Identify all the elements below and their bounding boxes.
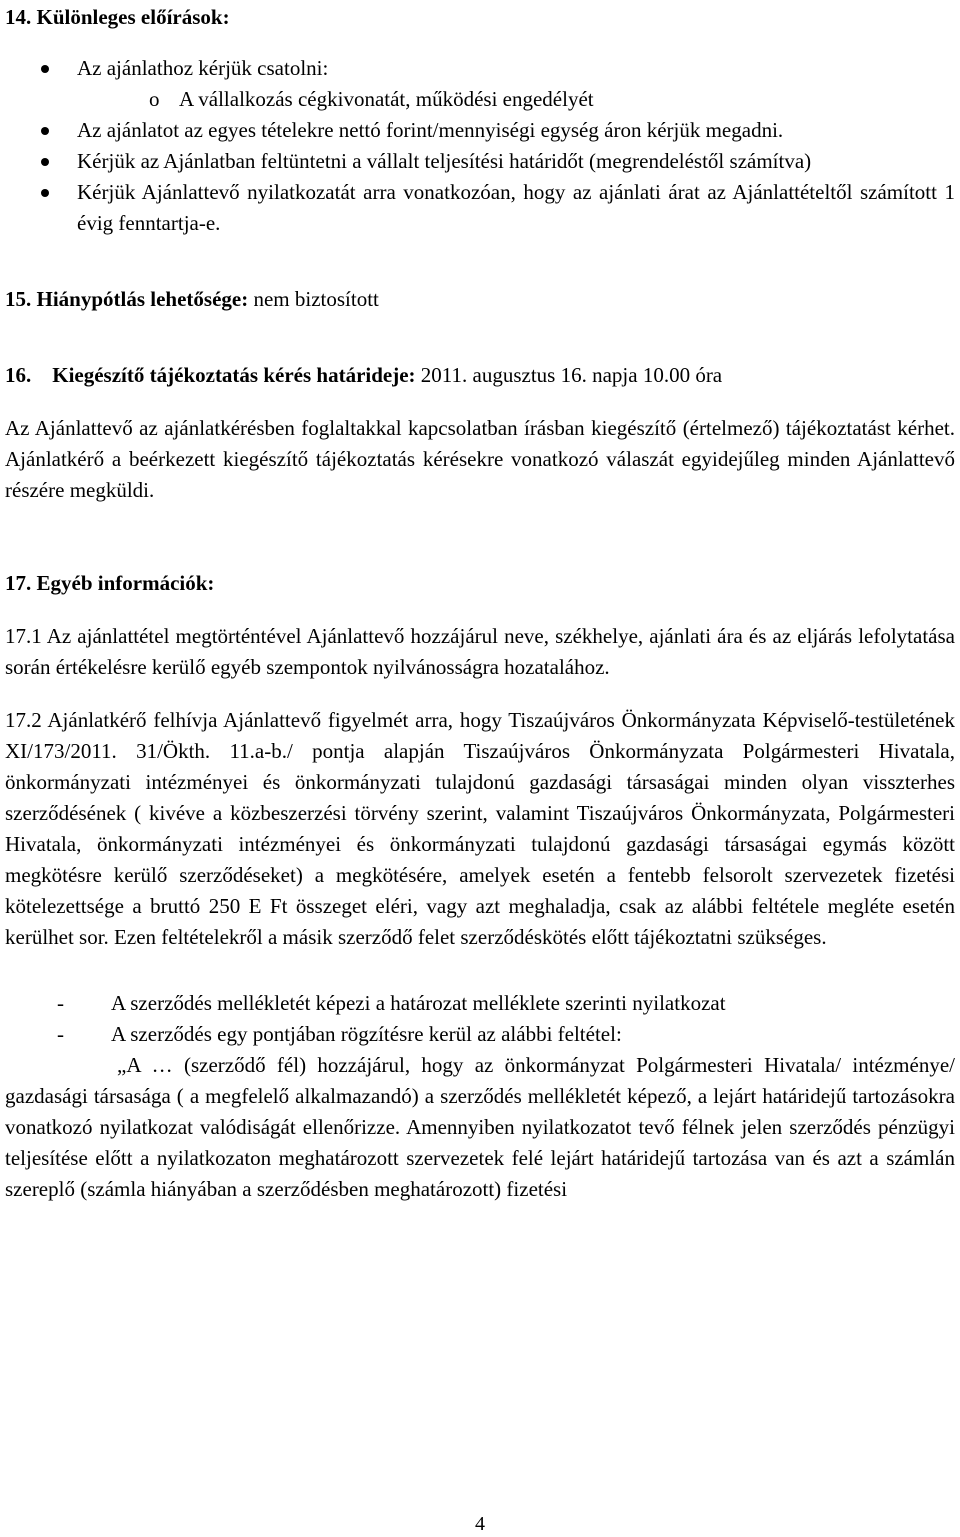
section-16-heading: Kiegészítő tájékoztatás kérés határideje: — [52, 363, 416, 387]
page-number: 4 — [475, 1513, 485, 1535]
list-item-text: A szerződés egy pontjában rögzítésre kerül az alábbi feltétel: — [111, 1022, 622, 1046]
list-item-text: Kérjük az Ajánlatban feltüntetni a vállalt teljesítési határidőt (megrendeléstől számítva) — [77, 149, 812, 173]
list-item-text: Az ajánlathoz kérjük csatolni: — [77, 56, 329, 80]
section-14-list — [5, 53, 955, 239]
list-item — [5, 115, 955, 146]
bullet-icon — [41, 158, 49, 166]
list-item — [5, 53, 955, 115]
bullet-icon — [41, 127, 49, 135]
sub-bullet-icon: o — [149, 87, 160, 111]
bullet-icon — [41, 65, 49, 73]
list-item — [5, 177, 955, 239]
document-page — [5, 2, 955, 1205]
section-16-number: 16. — [5, 363, 32, 387]
section-15-line — [5, 284, 955, 315]
dash-marker: - — [57, 991, 64, 1015]
section-17-1-paragraph: 17.1 Az ajánlattétel megtörténtével Ajánlattevő hozzájárul neve, székhelye, ajánlati ára és az eljárás lefolytatása során értékelésre kerülő egyéb szempontok nyilvánosságra hozatalához. — [5, 624, 955, 679]
section-15-value: nem biztosított — [248, 287, 379, 311]
sub-list-item-text: A vállalkozás cégkivonatát, működési engedélyét — [179, 87, 594, 111]
section-17-2-paragraph: 17.2 Ajánlatkérő felhívja Ajánlattevő figyelmét arra, hogy Tiszaújváros Önkormányzata Képviselő-testületének XI/173/2011. 31/Ökth. 11.a-b./ pontja alapján Tiszaújváros Önkormányzata Polgármesteri Hivatala, önkormányzati intézményei és önkormányzati tulajdonú gazdasági társaságai minden olyan visszterhes szerződésének ( kivéve a közbeszerzési törvény szerint, valamint Tiszaújváros Önkormányzata, Polgármesteri Hivatala, önkormányzati intézményei és önkormányzati tulajdonú gazdasági társaságai egymás között megkötésre kerülő szerződéseket) a megkötésére, amelyek esetén a fentebb felsorolt szervezetek fizetési kötelezettsége a bruttó 250 E Ft összeget eléri, vagy azt meghaladja, csak az alábbi feltétele megléte esetén kerülhet sor. Ezen feltételekről a másik szerződő felet szerződéskötés előtt tájékoztatni szükséges. — [5, 708, 955, 949]
list-item — [5, 1019, 955, 1050]
list-item-text: Kérjük Ajánlattevő nyilatkozatát arra vonatkozóan, hogy az ajánlati árat az Ajánlattételtől számított 1 évig fenntartja-e. — [77, 180, 955, 235]
section-15-heading: 15. Hiánypótlás lehetősége: — [5, 287, 249, 311]
list-item-text: Az ajánlatot az egyes tételekre nettó forint/mennyiségi egység áron kérjük megadni. — [77, 118, 784, 142]
quoted-condition-paragraph: „A … (szerződő fél) hozzájárul, hogy az önkormányzat Polgármesteri Hivatala/ intézménye/ gazdasági társasága ( a megfelelő alkalmazandó) a szerződés mellékletét képező, a lejárt határidejű tartozásokra vonatkozó nyilatkozat valódiságát ellenőrizze. Amennyiben nyilatkozatot tevő félnek jelen szerződés pénzügyi teljesítése előtt a nyilatkozaton meghatározott szervezetek felé lejárt határidejű tartozása van és azt a számlán szereplő (számla hiányában a szerződésben meghatározott) fizetési — [5, 1053, 955, 1201]
sub-list-item — [77, 84, 955, 115]
list-item — [5, 988, 955, 1019]
list-item — [5, 146, 955, 177]
condition-list — [5, 988, 955, 1050]
section-16-paragraph: Az Ajánlattevő az ajánlatkérésben foglaltakkal kapcsolatban írásban kiegészítő (értelmező) tájékoztatást kérhet. Ajánlatkérő a beérkezett kiegészítő tájékoztatás kérésekre vonatkozó válaszát egyidejűleg minden Ajánlattevő részére megküldi. — [5, 416, 955, 502]
list-item-text: A szerződés mellékletét képezi a határozat melléklete szerinti nyilatkozat — [111, 991, 726, 1015]
section-17-heading: 17. Egyéb információk: — [5, 571, 215, 595]
section-14-heading: 14. Különleges előírások: — [5, 5, 230, 29]
bullet-icon — [41, 189, 49, 197]
dash-marker: - — [57, 1022, 64, 1046]
section-16-line — [5, 360, 955, 391]
section-16-value: 2011. augusztus 16. napja 10.00 óra — [415, 363, 723, 387]
